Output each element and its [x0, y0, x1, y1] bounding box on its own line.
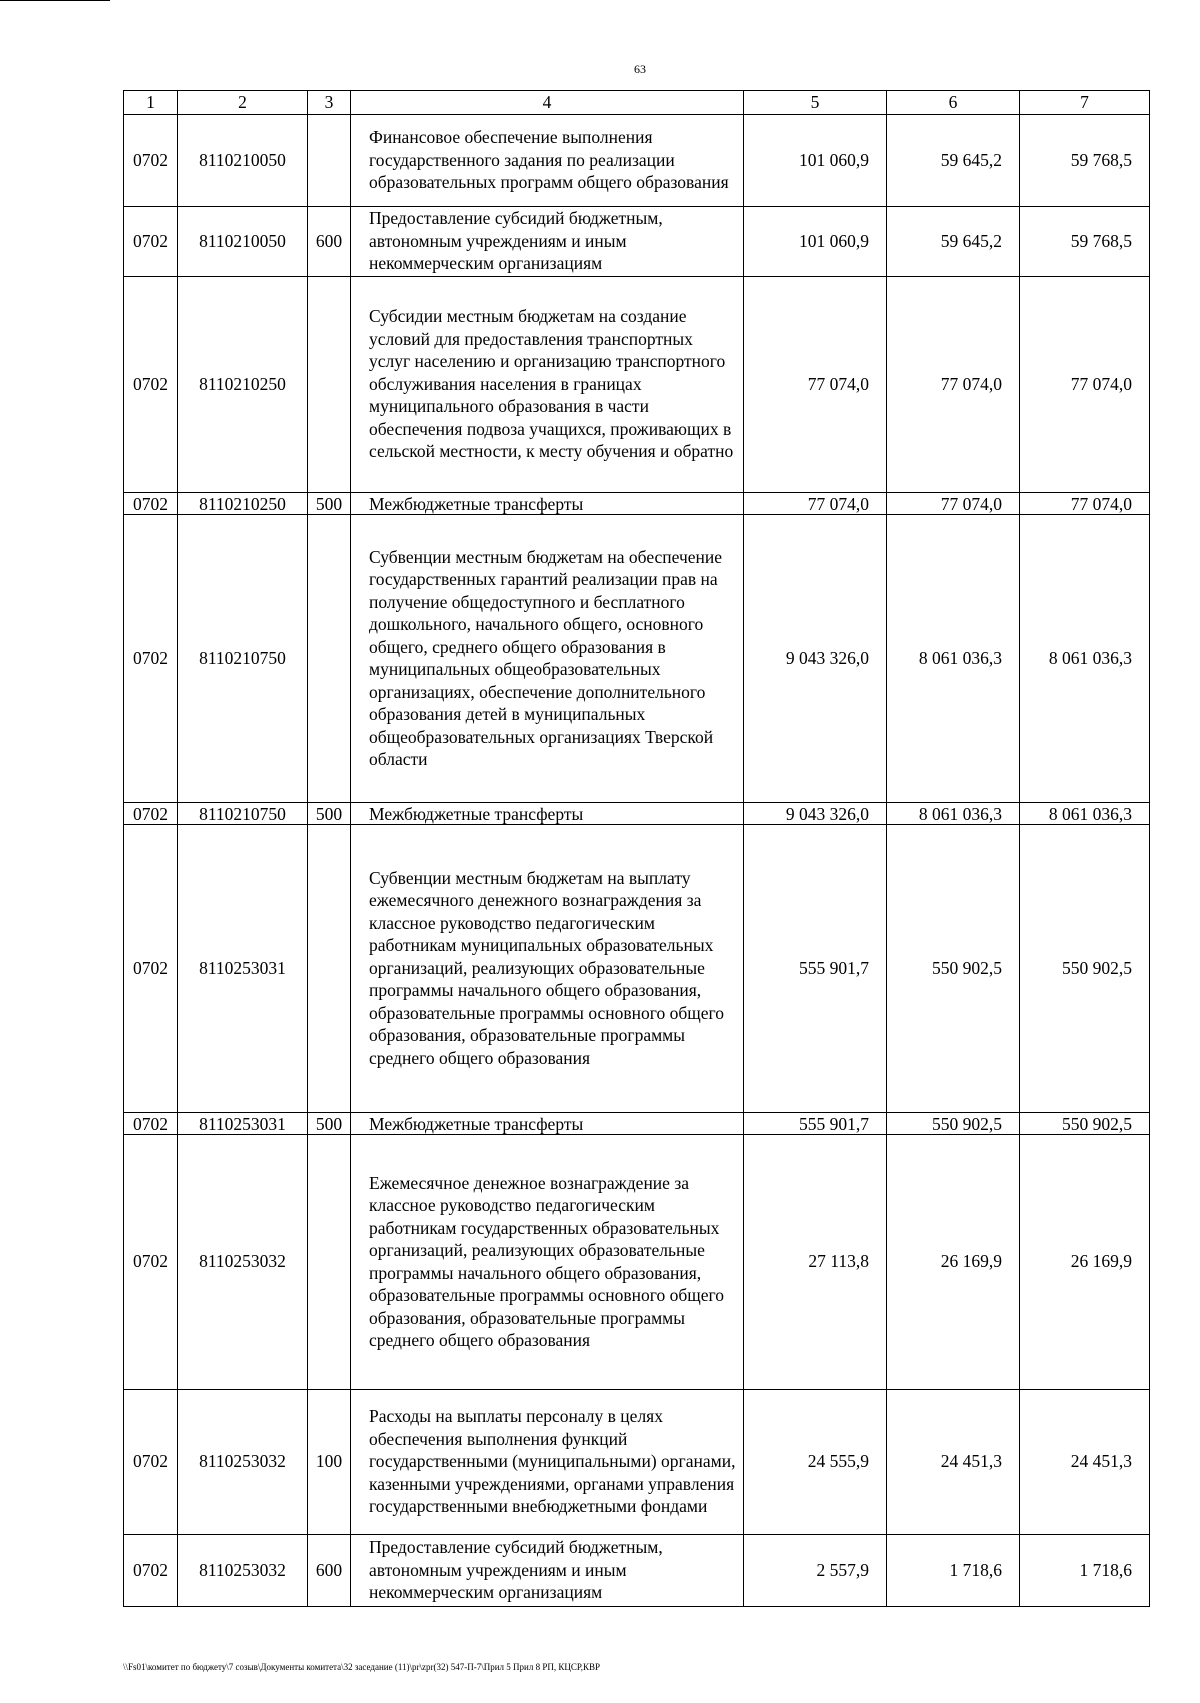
- column-header: 7: [1020, 91, 1150, 115]
- amount-col6: 8 061 036,3: [887, 802, 1020, 824]
- amount-col6: 26 169,9: [887, 1134, 1020, 1389]
- table-row: [124, 276, 1150, 492]
- amount-col6: 550 902,5: [887, 1112, 1020, 1134]
- amount-col7: 77 074,0: [1020, 492, 1150, 514]
- budget-table: [123, 90, 1150, 1607]
- amount-col7: 59 768,5: [1020, 114, 1150, 206]
- table-row: [124, 514, 1150, 802]
- target-code: 8110210050: [178, 114, 308, 206]
- target-code: 8110253031: [178, 1112, 308, 1134]
- amount-col6: 550 902,5: [887, 824, 1020, 1112]
- amount-col7: 550 902,5: [1020, 824, 1150, 1112]
- amount-col6: 59 645,2: [887, 206, 1020, 276]
- table-row: [124, 1534, 1150, 1606]
- row-description: Предоставление субсидий бюджетным, автономным учреждениям и иным некоммерческим организациям: [351, 1534, 744, 1606]
- section-code: 0702: [124, 206, 178, 276]
- column-header: 2: [178, 91, 308, 115]
- amount-col5: 77 074,0: [744, 276, 887, 492]
- expense-kind: [308, 114, 351, 206]
- expense-kind: [308, 514, 351, 802]
- target-code: 8110210750: [178, 514, 308, 802]
- expense-kind: [308, 276, 351, 492]
- row-description: Межбюджетные трансферты: [351, 492, 744, 514]
- amount-col6: 77 074,0: [887, 276, 1020, 492]
- amount-col7: 26 169,9: [1020, 1134, 1150, 1389]
- amount-col7: 550 902,5: [1020, 1112, 1150, 1134]
- table-row: [124, 206, 1150, 276]
- column-header: 1: [124, 91, 178, 115]
- expense-kind: [308, 824, 351, 1112]
- amount-col7: 8 061 036,3: [1020, 802, 1150, 824]
- footer-file-path: \\Fs01\комитет по бюджету\7 созыв\Документы комитета\32 заседание (11)\pr\zpr(32) 547-П-7\Прил 5 Прил 8 РП, КЦСР,КВР: [123, 1662, 600, 1672]
- amount-col6: 59 645,2: [887, 114, 1020, 206]
- expense-kind: 600: [308, 206, 351, 276]
- expense-kind: 600: [308, 1534, 351, 1606]
- target-code: 8110253032: [178, 1389, 308, 1534]
- table-header-row: [124, 91, 1150, 115]
- amount-col6: 1 718,6: [887, 1534, 1020, 1606]
- expense-kind: 500: [308, 802, 351, 824]
- row-description: Финансовое обеспечение выполнения государственного задания по реализации образовательных программ общего образования: [351, 114, 744, 206]
- amount-col5: 2 557,9: [744, 1534, 887, 1606]
- row-description: Расходы на выплаты персоналу в целях обеспечения выполнения функций государственными (муниципальными) органами, казенными учреждениями, органами управления государственными внебюджетными фондами: [351, 1389, 744, 1534]
- row-description: Межбюджетные трансферты: [351, 802, 744, 824]
- row-description: Ежемесячное денежное вознаграждение за классное руководство педагогическим работникам государственных образовательных организаций, реализующих образовательные программы начального общего образования, образовательные программы основного общего образования, образовательные программы среднего общего образования: [351, 1134, 744, 1389]
- amount-col5: 77 074,0: [744, 492, 887, 514]
- amount-col5: 555 901,7: [744, 1112, 887, 1134]
- amount-col7: 77 074,0: [1020, 276, 1150, 492]
- table-row: [124, 802, 1150, 824]
- table-row: [124, 1112, 1150, 1134]
- expense-kind: [308, 1134, 351, 1389]
- column-header: 4: [351, 91, 744, 115]
- amount-col7: 59 768,5: [1020, 206, 1150, 276]
- target-code: 8110210050: [178, 206, 308, 276]
- amount-col5: 9 043 326,0: [744, 514, 887, 802]
- amount-col6: 24 451,3: [887, 1389, 1020, 1534]
- amount-col5: 101 060,9: [744, 206, 887, 276]
- section-code: 0702: [124, 276, 178, 492]
- section-code: 0702: [124, 492, 178, 514]
- amount-col7: 8 061 036,3: [1020, 514, 1150, 802]
- section-code: 0702: [124, 1534, 178, 1606]
- amount-col5: 24 555,9: [744, 1389, 887, 1534]
- column-header: 5: [744, 91, 887, 115]
- table-row: [124, 114, 1150, 206]
- expense-kind: 500: [308, 492, 351, 514]
- row-description: Межбюджетные трансферты: [351, 1112, 744, 1134]
- row-description: Предоставление субсидий бюджетным, автономным учреждениям и иным некоммерческим организациям: [351, 206, 744, 276]
- amount-col5: 9 043 326,0: [744, 802, 887, 824]
- column-header: 3: [308, 91, 351, 115]
- section-code: 0702: [124, 514, 178, 802]
- table-row: [124, 1134, 1150, 1389]
- target-code: 8110253032: [178, 1134, 308, 1389]
- amount-col5: 555 901,7: [744, 824, 887, 1112]
- amount-col5: 27 113,8: [744, 1134, 887, 1389]
- row-description: Субвенции местным бюджетам на выплату ежемесячного денежного вознаграждения за классное руководство педагогическим работникам муниципальных образовательных организаций, реализующих образовательные программы начального общего образования, образовательные программы основного общего образования, образовательные программы среднего общего образования: [351, 824, 744, 1112]
- amount-col6: 8 061 036,3: [887, 514, 1020, 802]
- column-header: 6: [887, 91, 1020, 115]
- expense-kind: 500: [308, 1112, 351, 1134]
- amount-col5: 101 060,9: [744, 114, 887, 206]
- target-code: 8110210250: [178, 276, 308, 492]
- target-code: 8110210750: [178, 802, 308, 824]
- section-code: 0702: [124, 114, 178, 206]
- expense-kind: 100: [308, 1389, 351, 1534]
- amount-col6: 77 074,0: [887, 492, 1020, 514]
- amount-col7: 1 718,6: [1020, 1534, 1150, 1606]
- row-description: Субсидии местным бюджетам на создание условий для предоставления транспортных услуг населению и организацию транспортного обслуживания населения в границах муниципального образования в части обеспечения подвоза учащихся, проживающих в сельской местности, к месту обучения и обратно: [351, 276, 744, 492]
- page-number: 63: [634, 62, 646, 76]
- section-code: 0702: [124, 1389, 178, 1534]
- amount-col7: 24 451,3: [1020, 1389, 1150, 1534]
- target-code: 8110210250: [178, 492, 308, 514]
- section-code: 0702: [124, 802, 178, 824]
- section-code: 0702: [124, 1112, 178, 1134]
- table-row: [124, 492, 1150, 514]
- table-row: [124, 1389, 1150, 1534]
- top-rule: [0, 0, 110, 1]
- target-code: 8110253032: [178, 1534, 308, 1606]
- table-row: [124, 824, 1150, 1112]
- section-code: 0702: [124, 824, 178, 1112]
- section-code: 0702: [124, 1134, 178, 1389]
- row-description: Субвенции местным бюджетам на обеспечение государственных гарантий реализации прав на получение общедоступного и бесплатного дошкольного, начального общего, основного общего, среднего общего образования в муниципальных общеобразовательных организациях, обеспечение дополнительного образования детей в муниципальных общеобразовательных организациях Тверской области: [351, 514, 744, 802]
- target-code: 8110253031: [178, 824, 308, 1112]
